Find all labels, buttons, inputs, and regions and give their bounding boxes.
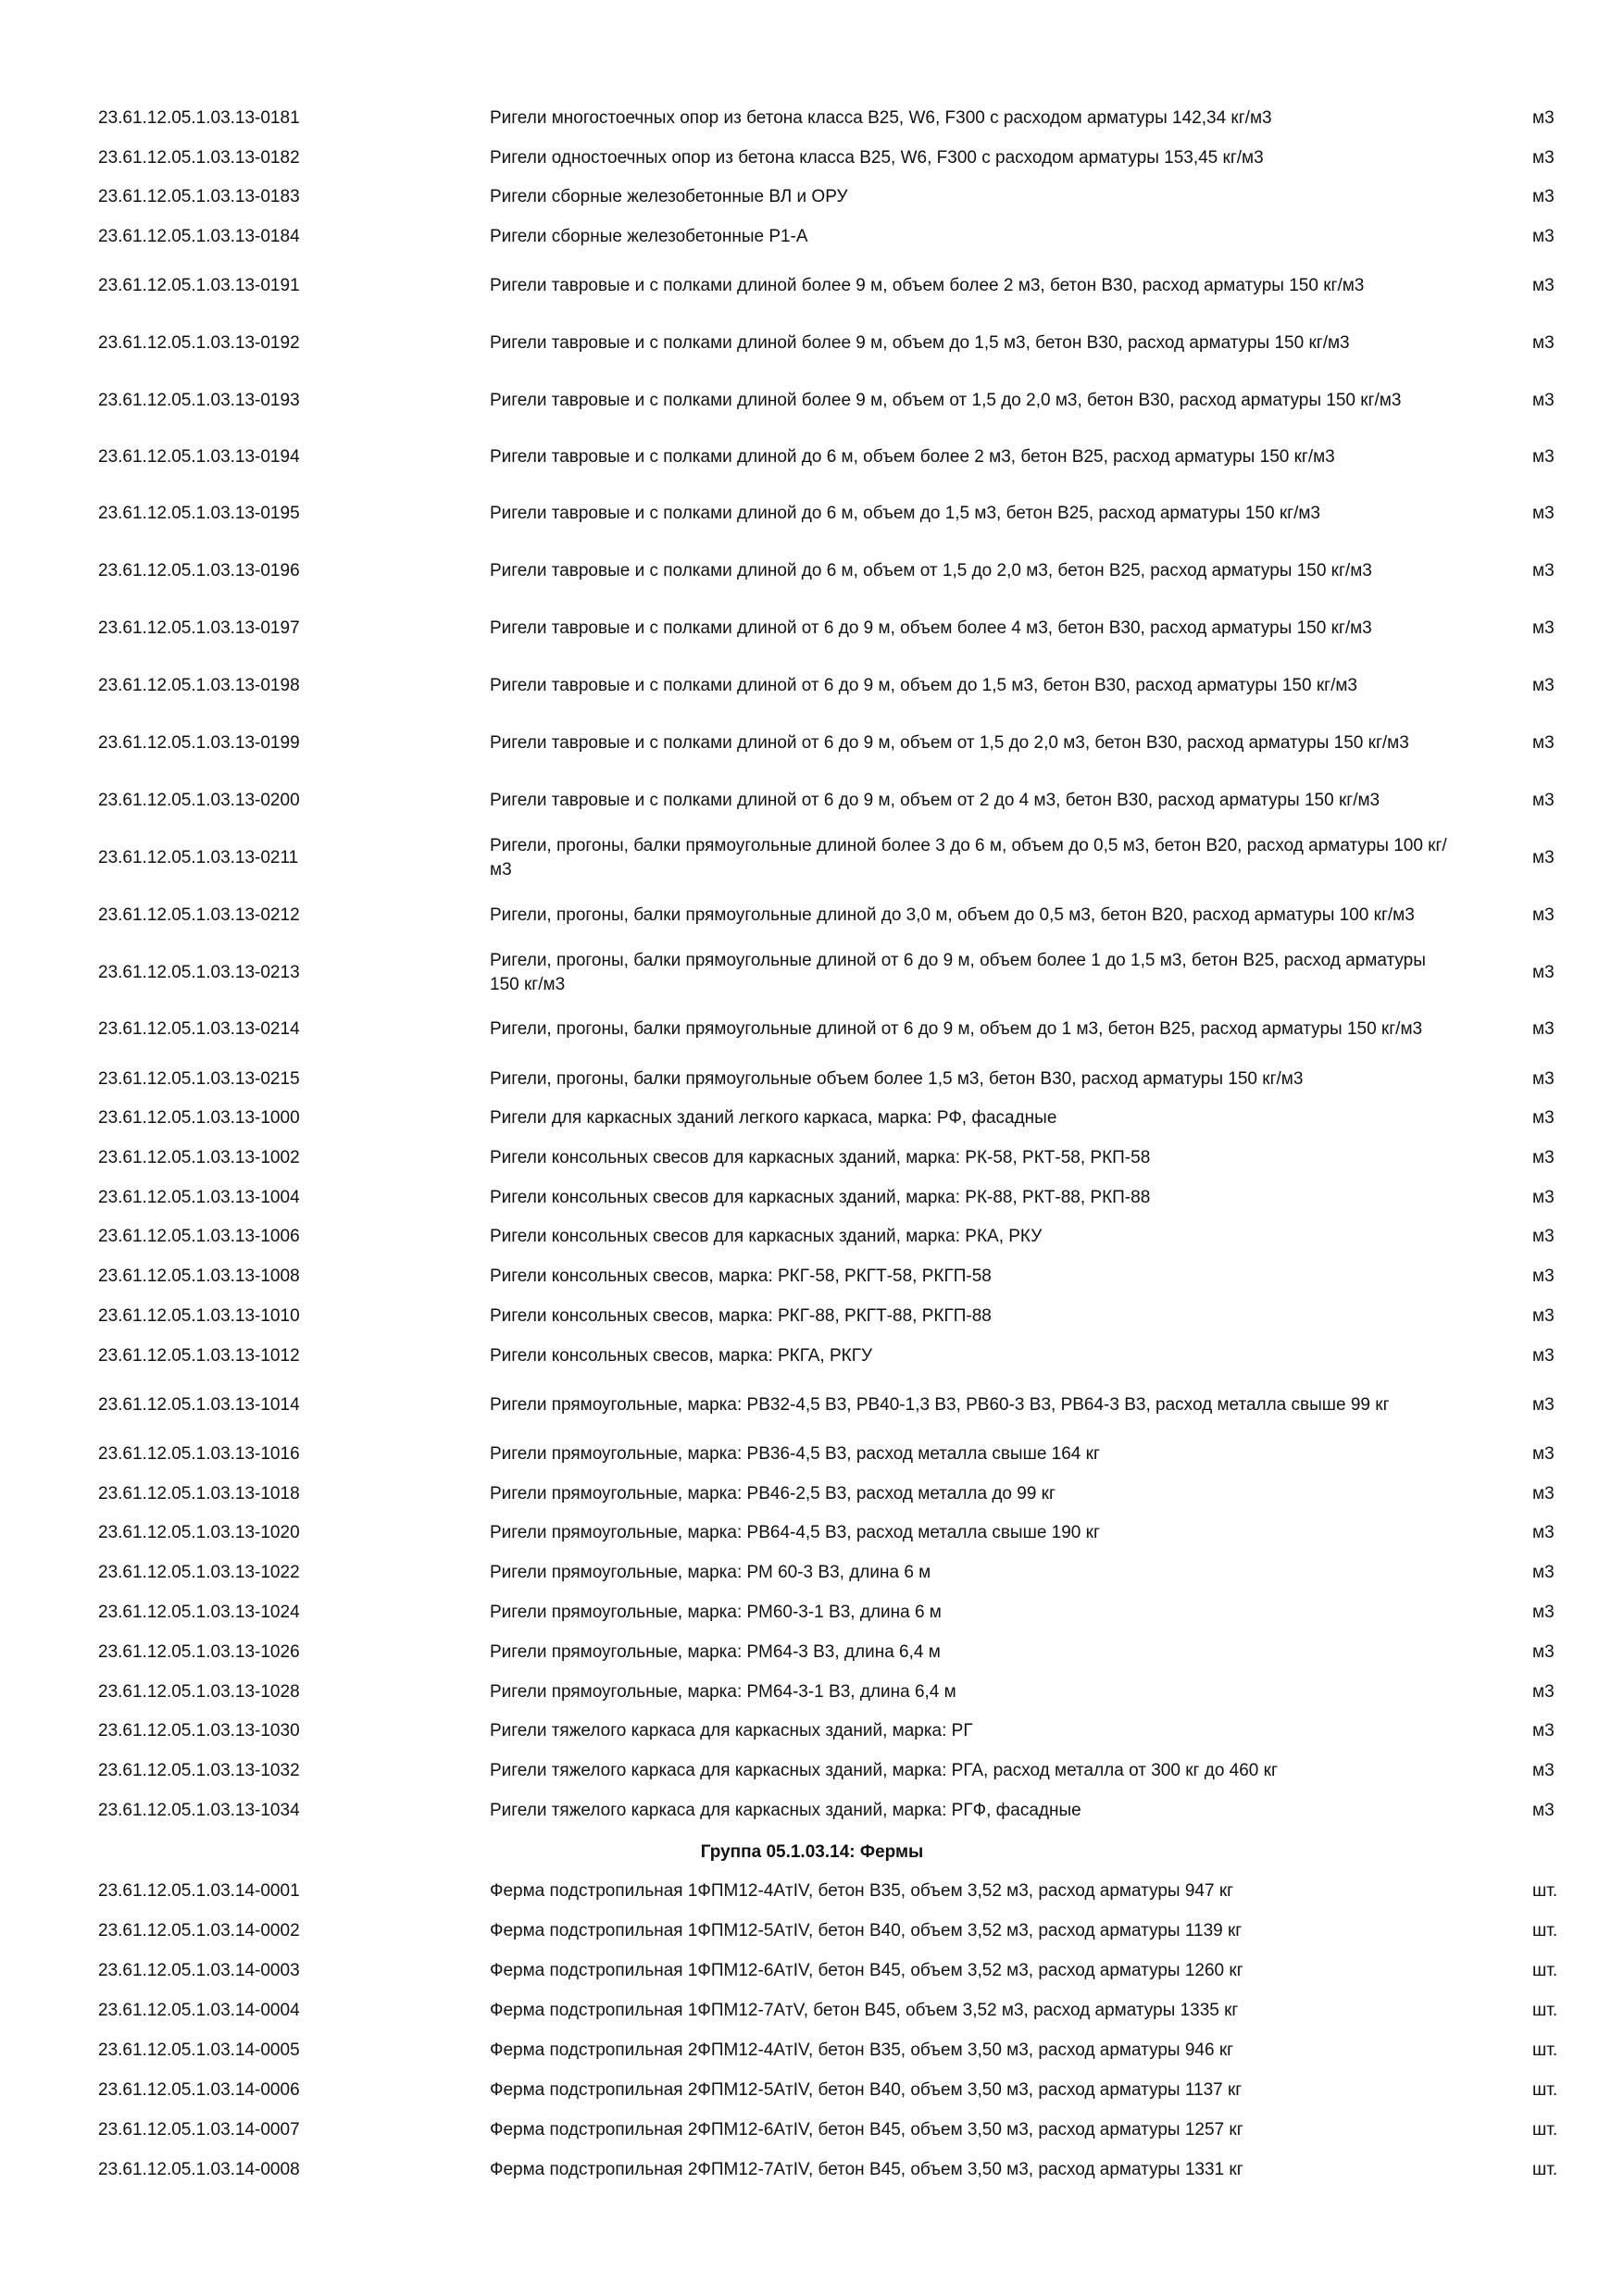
row-name: Ригели прямоугольные, марка: РМ60-3-1 В3, длина 6 м xyxy=(490,1603,942,1622)
row-name: Ригели консольных свесов, марка: РКГ-88, РКГТ-88, РКГП-88 xyxy=(490,1306,992,1326)
row-unit: м3 xyxy=(1532,791,1555,810)
row-name: Ригели сборные железобетонные Р1-А xyxy=(490,227,808,246)
row-code: 23.61.12.05.1.03.13-0194 xyxy=(98,447,300,467)
row-code: 23.61.12.05.1.03.13-0182 xyxy=(98,148,300,168)
row-name: Ригели многостоечных опор из бетона класса B25, W6, F300 с расходом арматуры 142,34 кг/м3 xyxy=(490,108,1272,128)
row-unit: м3 xyxy=(1532,963,1555,982)
row-name: Ригели, прогоны, балки прямоугольные длиной до 3,0 м, объем до 0,5 м3, бетон В20, расход арматуры 100 кг/м3 xyxy=(490,905,1415,925)
row-unit: м3 xyxy=(1532,1108,1555,1128)
row-name: Ригели тавровые и с полками длиной более 9 м, объем до 1,5 м3, бетон В30, расход арматуры 150 кг/м3 xyxy=(490,333,1350,353)
table-row xyxy=(0,213,1624,261)
row-code: 23.61.12.05.1.03.13-1032 xyxy=(98,1761,300,1780)
row-name: Ригели, прогоны, балки прямоугольные длиной от 6 до 9 м, объем до 1 м3, бетон В25, расход арматуры 150 кг/м3 xyxy=(490,1019,1423,1039)
row-unit: м3 xyxy=(1532,504,1555,523)
row-name: Ригели тяжелого каркаса для каркасных зданий, марка: РГА, расход металла от 300 кг до 460 кг xyxy=(490,1761,1278,1780)
row-code: 23.61.12.05.1.03.13-0215 xyxy=(98,1069,300,1089)
row-code: 23.61.12.05.1.03.14-0003 xyxy=(98,1961,300,1980)
row-name: Ферма подстропильная 2ФПМ12-6AтIV, бетон В45, объем 3,50 м3, расход арматуры 1257 кг xyxy=(490,2120,1243,2140)
table-row xyxy=(0,1381,1624,1429)
row-unit: м3 xyxy=(1532,676,1555,695)
row-name: Ригели тавровые и с полками длиной более 9 м, объем более 2 м3, бетон В30, расход арматуры 150 кг/м3 xyxy=(490,276,1365,295)
row-unit: м3 xyxy=(1532,561,1555,580)
row-name: Ригели прямоугольные, марка: РВ46-2,5 В3, расход металла до 99 кг xyxy=(490,1484,1056,1504)
row-name: Ригели, прогоны, балки прямоугольные объем более 1,5 м3, бетон В30, расход арматуры 150 кг/м3 xyxy=(490,1069,1304,1089)
row-name: Ферма подстропильная 1ФПМ12-6AтIV, бетон В45, объем 3,52 м3, расход арматуры 1260 кг xyxy=(490,1961,1243,1980)
row-name: Ригели прямоугольные, марка: РМ64-3 В3, длина 6,4 м xyxy=(490,1642,941,1662)
row-name: Ригели для каркасных зданий легкого каркаса, марка: РФ, фасадные xyxy=(490,1108,1057,1128)
row-name: Ферма подстропильная 2ФПМ12-5AтIV, бетон В40, объем 3,50 м3, расход арматуры 1137 кг xyxy=(490,2080,1243,2100)
table-row xyxy=(0,547,1624,595)
row-code: 23.61.12.05.1.03.13-0197 xyxy=(98,618,300,638)
row-unit: м3 xyxy=(1532,1642,1555,1662)
row-unit: м3 xyxy=(1532,391,1555,410)
table-row xyxy=(0,834,1624,882)
row-name: Ригели, прогоны, балки прямоугольные длиной более 3 до 6 м, объем до 0,5 м3, бетон В20, расход арматуры 100 кг/м3 xyxy=(490,836,1447,880)
table-row xyxy=(0,319,1624,368)
row-code: 23.61.12.05.1.03.13-1006 xyxy=(98,1227,300,1246)
row-unit: м3 xyxy=(1532,1484,1555,1504)
row-unit: м3 xyxy=(1532,108,1555,128)
row-code: 23.61.12.05.1.03.13-1034 xyxy=(98,1801,300,1820)
table-row xyxy=(0,1005,1624,1054)
row-unit: м3 xyxy=(1532,618,1555,638)
row-name: Ригели консольных свесов для каркасных зданий, марка: РК-58, РКТ-58, РКП-58 xyxy=(490,1148,1151,1167)
row-name: Ферма подстропильная 2ФПМ12-4AтIV, бетон В35, объем 3,50 м3, расход арматуры 946 кг xyxy=(490,2040,1234,2060)
row-unit: м3 xyxy=(1532,1019,1555,1039)
row-name: Ригели тяжелого каркаса для каркасных зданий, марка: РГФ, фасадные xyxy=(490,1801,1081,1820)
row-unit: м3 xyxy=(1532,1563,1555,1582)
row-code: 23.61.12.05.1.03.13-1018 xyxy=(98,1484,300,1504)
row-code: 23.61.12.05.1.03.13-1026 xyxy=(98,1642,300,1662)
row-code: 23.61.12.05.1.03.13-1008 xyxy=(98,1267,300,1286)
row-code: 23.61.12.05.1.03.13-0213 xyxy=(98,963,300,982)
row-code: 23.61.12.05.1.03.14-0004 xyxy=(98,2001,300,2020)
row-code: 23.61.12.05.1.03.13-0192 xyxy=(98,333,300,353)
row-code: 23.61.12.05.1.03.13-0200 xyxy=(98,791,300,810)
row-unit: м3 xyxy=(1532,733,1555,753)
row-unit: м3 xyxy=(1532,1069,1555,1089)
row-name: Ригели прямоугольные, марка: РМ 60-3 В3, длина 6 м xyxy=(490,1563,931,1582)
row-unit: м3 xyxy=(1532,187,1555,206)
row-unit: м3 xyxy=(1532,1188,1555,1207)
row-unit: м3 xyxy=(1532,1346,1555,1366)
row-unit: шт. xyxy=(1532,2080,1558,2100)
row-code: 23.61.12.05.1.03.14-0005 xyxy=(98,2040,300,2060)
row-name: Ригели консольных свесов, марка: РКГА, РКГУ xyxy=(490,1346,873,1366)
row-code: 23.61.12.05.1.03.13-1000 xyxy=(98,1108,300,1128)
row-unit: м3 xyxy=(1532,1682,1555,1702)
table-row xyxy=(0,777,1624,825)
group-heading: Группа 05.1.03.14: Фермы xyxy=(700,1842,924,1862)
row-name: Ригели тавровые и с полками длиной от 6 до 9 м, объем до 1,5 м3, бетон В30, расход арматуры 150 кг/м3 xyxy=(490,676,1357,695)
row-unit: шт. xyxy=(1532,1881,1558,1901)
row-unit: м3 xyxy=(1532,1761,1555,1780)
row-code: 23.61.12.05.1.03.13-1020 xyxy=(98,1523,300,1542)
row-name: Ригели прямоугольные, марка: РВ64-4,5 В3, расход металла свыше 190 кг xyxy=(490,1523,1100,1542)
row-name: Ригели прямоугольные, марка: РМ64-3-1 В3, длина 6,4 м xyxy=(490,1682,956,1702)
row-unit: шт. xyxy=(1532,2120,1558,2140)
row-unit: шт. xyxy=(1532,2160,1558,2179)
row-unit: м3 xyxy=(1532,1306,1555,1326)
row-code: 23.61.12.05.1.03.13-1004 xyxy=(98,1188,300,1207)
row-code: 23.61.12.05.1.03.13-0193 xyxy=(98,391,300,410)
row-unit: м3 xyxy=(1532,333,1555,353)
table-row xyxy=(0,719,1624,767)
row-code: 23.61.12.05.1.03.13-0183 xyxy=(98,187,300,206)
row-code: 23.61.12.05.1.03.13-1024 xyxy=(98,1603,300,1622)
row-name: Ферма подстропильная 1ФПМ12-4AтIV, бетон В35, объем 3,52 м3, расход арматуры 947 кг xyxy=(490,1881,1234,1901)
row-name: Ригели тавровые и с полками длиной более 9 м, объем от 1,5 до 2,0 м3, бетон В30, расход арматуры 150 кг/м3 xyxy=(490,391,1402,410)
row-code: 23.61.12.05.1.03.13-0181 xyxy=(98,108,300,128)
row-code: 23.61.12.05.1.03.14-0008 xyxy=(98,2160,300,2179)
table-row xyxy=(0,949,1624,997)
row-name: Ригели консольных свесов для каркасных зданий, марка: РКА, РКУ xyxy=(490,1227,1043,1246)
row-unit: шт. xyxy=(1532,1921,1558,1940)
table-row xyxy=(0,605,1624,653)
row-unit: шт. xyxy=(1532,1961,1558,1980)
row-name: Ригели сборные железобетонные ВЛ и ОРУ xyxy=(490,187,848,206)
row-code: 23.61.12.05.1.03.13-1002 xyxy=(98,1148,300,1167)
row-unit: м3 xyxy=(1532,447,1555,467)
row-unit: м3 xyxy=(1532,1603,1555,1622)
row-unit: м3 xyxy=(1532,1523,1555,1542)
row-name: Ригели, прогоны, балки прямоугольные длиной от 6 до 9 м, объем более 1 до 1,5 м3, бетон В25, расход арматуры 150 кг/м3 xyxy=(490,951,1426,994)
table-row xyxy=(0,662,1624,710)
row-code: 23.61.12.05.1.03.14-0002 xyxy=(98,1921,300,1940)
table-row xyxy=(0,377,1624,425)
row-unit: м3 xyxy=(1532,1227,1555,1246)
row-code: 23.61.12.05.1.03.13-1014 xyxy=(98,1395,300,1415)
row-name: Ферма подстропильная 1ФПМ12-7AтV, бетон В45, объем 3,52 м3, расход арматуры 1335 кг xyxy=(490,2001,1239,2020)
row-unit: м3 xyxy=(1532,905,1555,925)
row-unit: шт. xyxy=(1532,2040,1558,2060)
row-name: Ригели тавровые и с полками длиной до 6 м, объем более 2 м3, бетон В25, расход арматуры 150 кг/м3 xyxy=(490,447,1335,467)
row-code: 23.61.12.05.1.03.14-0001 xyxy=(98,1881,300,1901)
table-row xyxy=(0,892,1624,940)
row-unit: м3 xyxy=(1532,1148,1555,1167)
row-unit: м3 xyxy=(1532,1801,1555,1820)
row-code: 23.61.12.05.1.03.13-1010 xyxy=(98,1306,300,1326)
row-name: Ригели консольных свесов для каркасных зданий, марка: РК-88, РКТ-88, РКП-88 xyxy=(490,1188,1151,1207)
row-name: Ригели тавровые и с полками длиной от 6 до 9 м, объем более 4 м3, бетон В30, расход арматуры 150 кг/м3 xyxy=(490,618,1372,638)
row-unit: м3 xyxy=(1532,1395,1555,1415)
row-code: 23.61.12.05.1.03.13-0198 xyxy=(98,676,300,695)
row-code: 23.61.12.05.1.03.13-0195 xyxy=(98,504,300,523)
row-name: Ригели тавровые и с полками длиной до 6 м, объем от 1,5 до 2,0 м3, бетон В25, расход арматуры 150 кг/м3 xyxy=(490,561,1372,580)
table-row xyxy=(0,262,1624,310)
row-unit: м3 xyxy=(1532,1721,1555,1741)
table-row xyxy=(0,2146,1624,2194)
row-name: Ригели прямоугольные, марка: РВ36-4,5 В3, расход металла свыше 164 кг xyxy=(490,1444,1100,1464)
row-code: 23.61.12.05.1.03.13-0199 xyxy=(98,733,300,753)
row-name: Ригели одностоечных опор из бетона класса B25, W6, F300 с расходом арматуры 153,45 кг/м3 xyxy=(490,148,1264,168)
row-name: Ригели тяжелого каркаса для каркасных зданий, марка: РГ xyxy=(490,1721,973,1741)
row-code: 23.61.12.05.1.03.13-0211 xyxy=(98,848,299,867)
row-code: 23.61.12.05.1.03.13-0214 xyxy=(98,1019,300,1039)
row-name: Ригели консольных свесов, марка: РКГ-58, РКГТ-58, РКГП-58 xyxy=(490,1267,992,1286)
row-unit: м3 xyxy=(1532,276,1555,295)
row-code: 23.61.12.05.1.03.13-0184 xyxy=(98,227,300,246)
row-unit: м3 xyxy=(1532,848,1555,867)
row-code: 23.61.12.05.1.03.13-0212 xyxy=(98,905,300,925)
table-row xyxy=(0,1332,1624,1380)
row-unit: м3 xyxy=(1532,227,1555,246)
table-row xyxy=(0,490,1624,538)
row-code: 23.61.12.05.1.03.13-1030 xyxy=(98,1721,300,1741)
table-row xyxy=(0,433,1624,481)
row-name: Ферма подстропильная 1ФПМ12-5AтIV, бетон В40, объем 3,52 м3, расход арматуры 1139 кг xyxy=(490,1921,1243,1940)
row-unit: м3 xyxy=(1532,148,1555,168)
row-code: 23.61.12.05.1.03.13-1028 xyxy=(98,1682,300,1702)
row-name: Ригели тавровые и с полками длиной от 6 до 9 м, объем от 1,5 до 2,0 м3, бетон В30, расход арматуры 150 кг/м3 xyxy=(490,733,1409,753)
row-name: Ригели тавровые и с полками длиной от 6 до 9 м, объем от 2 до 4 м3, бетон В30, расход арматуры 150 кг/м3 xyxy=(490,791,1380,810)
row-unit: м3 xyxy=(1532,1267,1555,1286)
row-code: 23.61.12.05.1.03.13-1022 xyxy=(98,1563,300,1582)
row-code: 23.61.12.05.1.03.14-0006 xyxy=(98,2080,300,2100)
row-name: Ригели тавровые и с полками длиной до 6 м, объем до 1,5 м3, бетон В25, расход арматуры 150 кг/м3 xyxy=(490,504,1320,523)
table-row xyxy=(0,1787,1624,1835)
row-code: 23.61.12.05.1.03.13-0196 xyxy=(98,561,300,580)
row-name: Ригели прямоугольные, марка: РВ32-4,5 В3, РВ40-1,3 В3, РВ60-3 В3, РВ64-3 В3, расход металла свыше 99 кг xyxy=(490,1395,1390,1415)
row-unit: м3 xyxy=(1532,1444,1555,1464)
row-code: 23.61.12.05.1.03.13-1012 xyxy=(98,1346,300,1366)
row-code: 23.61.12.05.1.03.13-0191 xyxy=(98,276,300,295)
row-unit: шт. xyxy=(1532,2001,1558,2020)
row-code: 23.61.12.05.1.03.14-0007 xyxy=(98,2120,300,2140)
row-name: Ферма подстропильная 2ФПМ12-7AтIV, бетон В45, объем 3,50 м3, расход арматуры 1331 кг xyxy=(490,2160,1243,2179)
row-code: 23.61.12.05.1.03.13-1016 xyxy=(98,1444,300,1464)
